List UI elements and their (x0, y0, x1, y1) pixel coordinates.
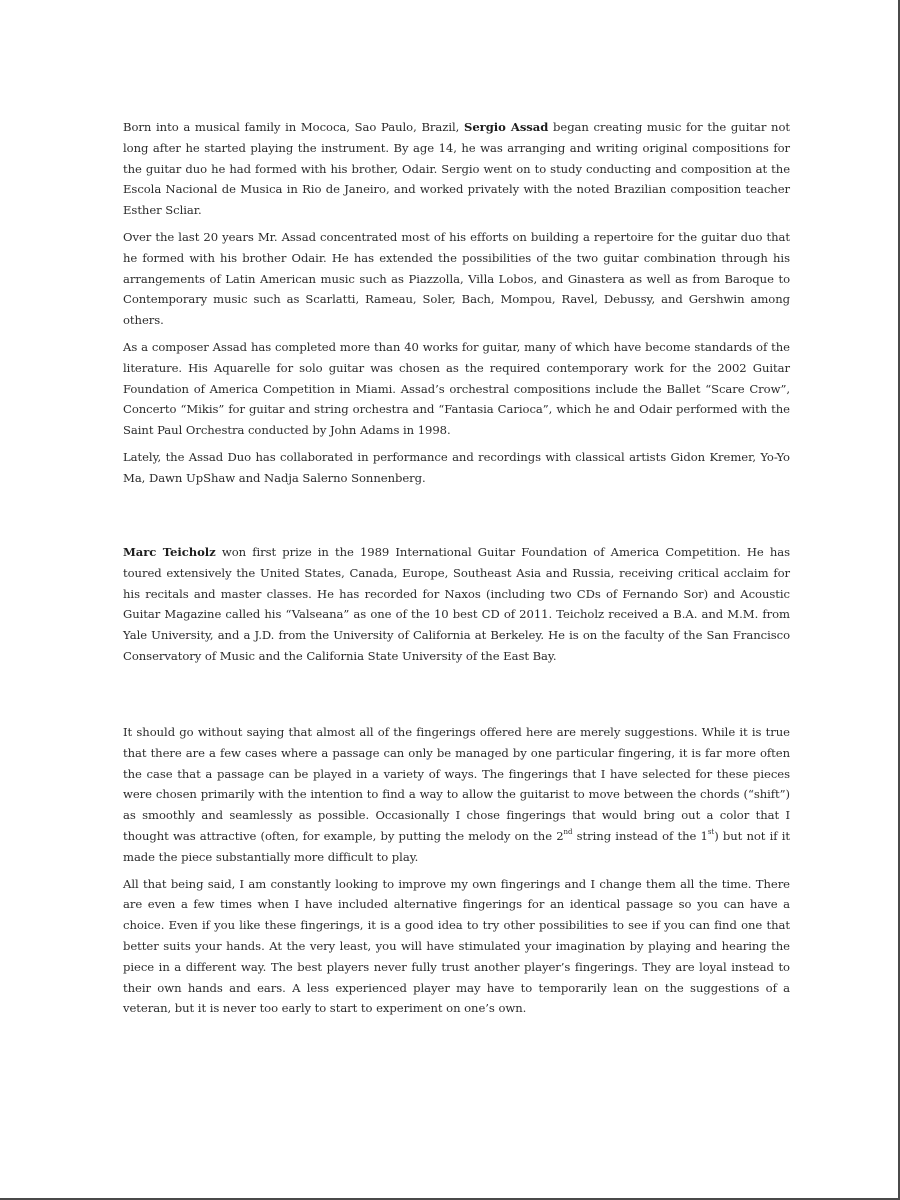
bio-paragraph (123, 542, 790, 667)
note-text: It should go without saying that almost all of the fingerings offered here are merely suggestions. While it is true that there are a few cases where a passage can only be managed by one particular fingering, it is far more often the case that a passage can be played in a variety of ways. The fingerings that I have selected for these pieces were chosen primarily with the intention to find a way to allow the guitarist to move between the chords (“shift”) as smoothly and seamlessly as possible. Occasionally I chose fingerings that would bring out a color that I thought was attractive (often, for example, by putting the melody on the 2 (123, 725, 790, 843)
fingering-note (123, 722, 790, 1025)
bio-text: won first prize in the 1989 International Guitar Foundation of America Competition. He has toured extensively the United States, Canada, Europe, Southeast Asia and Russia, receiving critical acclaim for his recitals and master classes. He has recorded for Naxos (including two CDs of Fernando Sor) and Acoustic Guitar Magazine called his “Valseana” as one of the 10 best CD of 2011. Teicholz received a B.A. and M.M. from Yale University, and a J.D. from the University of California at Berkeley. He is on the faculty of the San Francisco Conservatory of Music and the California State University of the East Bay. (123, 545, 791, 663)
bio-text: began creating music for the guitar not long after he started playing the instrument. By age 14, he was arranging and writing original compositions for the guitar duo he had formed with his brother, Odair. Sergio went on to study conducting and composition at the Escola Nacional de Musica in Rio de Janeiro, and worked privately with the noted Brazilian composition teacher Esther Scliar. (123, 120, 790, 218)
note-paragraph: All that being said, I am constantly looking to improve my own fingerings and I change them all the time. There are even a few times when I have included alternative fingerings for an identical passage so you can have a choice. Even if you like these fingerings, it is a good idea to try other possibilities to see if you can find one that better suits your hands. At the very least, you will have stimulated your imagination by playing and hearing the piece in a different way. The best players never fully trust another player’s fingerings. They are loyal instead to their own hands and ears. A less experienced player may have to temporarily lean on the suggestions of a veteran, but it is never too early to start to experiment on one’s own. (123, 876, 790, 1016)
bio-paragraph: Lately, the Assad Duo has collaborated in performance and recordings with classical artists Gidon Kremer, Yo-Yo Ma, Dawn UpShaw and Nadja Salerno Sonnenberg. (123, 449, 790, 485)
marc-teicholz-bio (123, 542, 790, 673)
bio-paragraph: Over the last 20 years Mr. Assad concentrated most of his efforts on building a repertoire for the guitar duo that he formed with his brother Odair. He has extended the possibilities of the two guitar combination through his arrangements of Latin American music such as Piazzolla, Villa Lobos, and Ginastera as well as from Baroque to Contemporary music such as Scarlatti, Rameau, Soler, Bach, Mompou, Ravel, Debussy, and Gershwin among others. (123, 229, 790, 328)
note-text: ) but not if it made the piece substantially more difficult to play. (123, 828, 790, 864)
note-text: string instead of the 1 (572, 828, 708, 843)
ordinal-suffix: st (707, 828, 715, 837)
bio-text: Born into a musical family in Mococa, Sao Paulo, Brazil, (123, 120, 465, 134)
sergio-assad-bio (123, 117, 790, 495)
note-paragraph (123, 722, 790, 868)
bio-paragraph (123, 117, 790, 221)
bio-paragraph: As a composer Assad has completed more than 40 works for guitar, many of which have become standards of the literature. His Aquarelle for solo guitar was chosen as the required contemporary work for the 2002 Guitar Foundation of America Competition in Miami. Assad’s orchestral compositions include the Ballet “Scare Crow”, Concerto “Mikis” for guitar and string orchestra and “Fantasia Carioca”, which he and Odair performed with the Saint Paul Orchestra conducted by John Adams in 1998. (123, 339, 790, 438)
person-name: Sergio Assad (464, 120, 549, 134)
person-name: Marc Teicholz (123, 545, 216, 559)
ordinal-suffix: nd (563, 828, 573, 837)
